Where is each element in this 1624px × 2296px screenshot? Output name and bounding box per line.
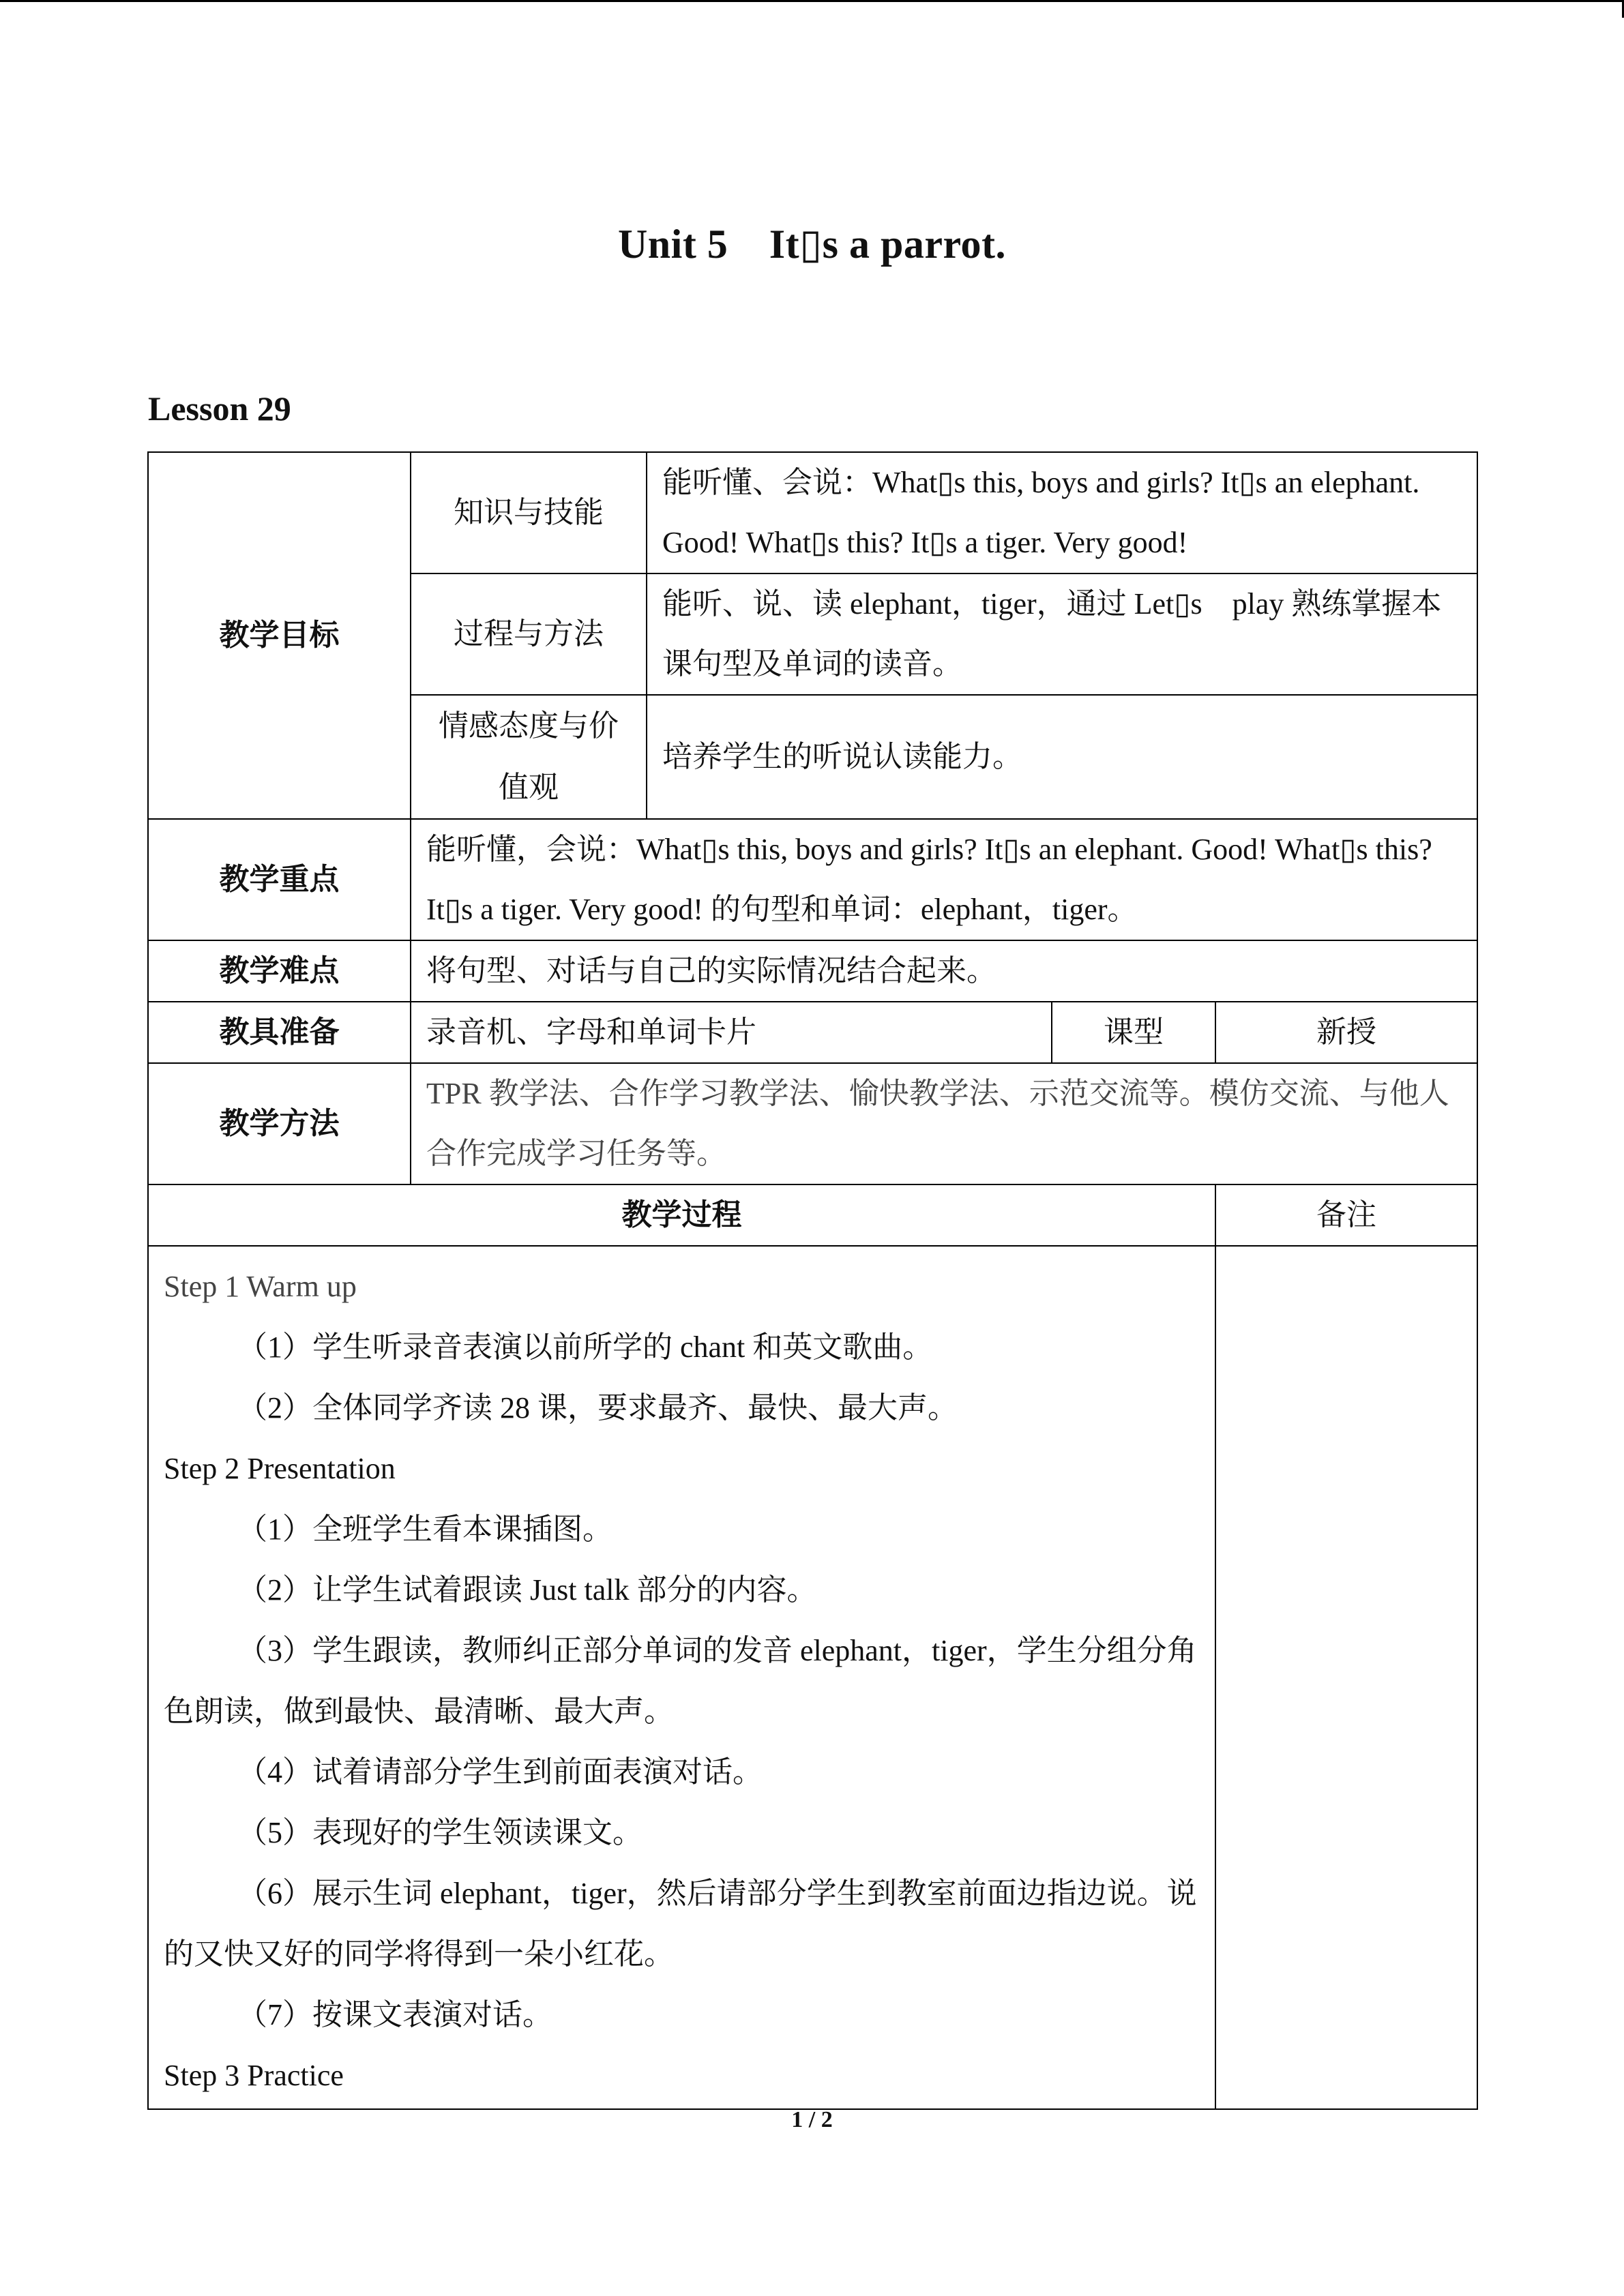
- objective-name-knowledge: 知识与技能: [411, 452, 647, 573]
- objective-text-knowledge: 能听懂、会说：What▯s this, boys and girls? It▯s an elephant. Good! What▯s this? It▯s a tiger. Very good!: [647, 452, 1477, 573]
- methods-text: TPR 教学法、合作学习教学法、愉快教学法、示范交流等。模仿交流、与他人合作完成学习任务等。: [411, 1063, 1477, 1184]
- step1-item-1: （1）学生听录音表演以前所学的 chant 和英文歌曲。: [237, 1330, 933, 1364]
- step3-title: Step 3 Practice: [164, 2059, 344, 2092]
- lesson-plan-table: [147, 451, 1478, 2110]
- document-title: Unit 5 It▯s a parrot.: [617, 222, 1007, 267]
- process-content: [148, 1246, 1215, 2109]
- objectives-label: 教学目标: [148, 452, 411, 819]
- step2-item-1: （1）全班学生看本课插图。: [237, 1512, 612, 1546]
- tools-label: 教具准备: [148, 1002, 411, 1063]
- key-points-label: 教学重点: [148, 819, 411, 940]
- key-points-text: 能听懂，会说：What▯s this, boys and girls? It▯s an elephant. Good! What▯s this? It▯s a tiger. Very good! 的句型和单词：elephant，tiger。: [411, 819, 1477, 940]
- difficulties-text: 将句型、对话与自己的实际情况结合起来。: [411, 940, 1477, 1002]
- objective-text-process: 能听、说、读 elephant，tiger，通过 Let▯s play 熟练掌握本课句型及单词的读音。: [647, 573, 1477, 695]
- difficulties-label: 教学难点: [148, 940, 411, 1002]
- step2-item-3: （3）学生跟读，教师纠正部分单词的发音 elephant，tiger，学生分组分角色朗读，做到最快、最清晰、最大声。: [164, 1634, 1197, 1728]
- step2-item-6: （6）展示生词 elephant，tiger，然后请部分学生到教室前面边指边说。说的又快又好的同学将得到一朵小红花。: [164, 1877, 1197, 1971]
- step2-item-7: （7）按课文表演对话。: [237, 1998, 552, 2031]
- key-points-row: [148, 819, 1477, 940]
- step2-item-4: （4）试着请部分学生到前面表演对话。: [237, 1755, 763, 1789]
- page-number: 1 / 2: [791, 2107, 833, 2132]
- objective-name-attitude: 情感态度与价值观: [411, 695, 647, 819]
- tools-row: [148, 1002, 1477, 1063]
- process-body-row: [148, 1246, 1477, 2109]
- lesson-type-value: 新授: [1215, 1002, 1477, 1063]
- step2-item-2: （2）让学生试着跟读 Just talk 部分的内容。: [237, 1573, 817, 1607]
- notes-header: 备注: [1215, 1184, 1477, 1246]
- difficulties-row: [148, 940, 1477, 1002]
- notes-cell: [1215, 1246, 1477, 2109]
- step1-title: Step 1 Warm up: [164, 1270, 357, 1303]
- process-header: 教学过程: [148, 1184, 1215, 1246]
- process-header-row: [148, 1184, 1477, 1246]
- lesson-type-label: 课型: [1052, 1002, 1215, 1063]
- page-top-border: [0, 0, 1624, 2]
- objective-name-process: 过程与方法: [411, 573, 647, 695]
- methods-row: [148, 1063, 1477, 1184]
- methods-label: 教学方法: [148, 1063, 411, 1184]
- step2-title: Step 2 Presentation: [164, 1452, 396, 1485]
- tools-text: 录音机、字母和单词卡片: [411, 1002, 1052, 1063]
- step1-item-2: （2）全体同学齐读 28 课，要求最齐、最快、最大声。: [237, 1391, 958, 1425]
- lesson-heading: Lesson 29: [148, 389, 291, 428]
- objective-row-knowledge: [148, 452, 1477, 573]
- objective-text-attitude: 培养学生的听说认读能力。: [647, 695, 1477, 819]
- step2-item-5: （5）表现好的学生领读课文。: [237, 1816, 643, 1849]
